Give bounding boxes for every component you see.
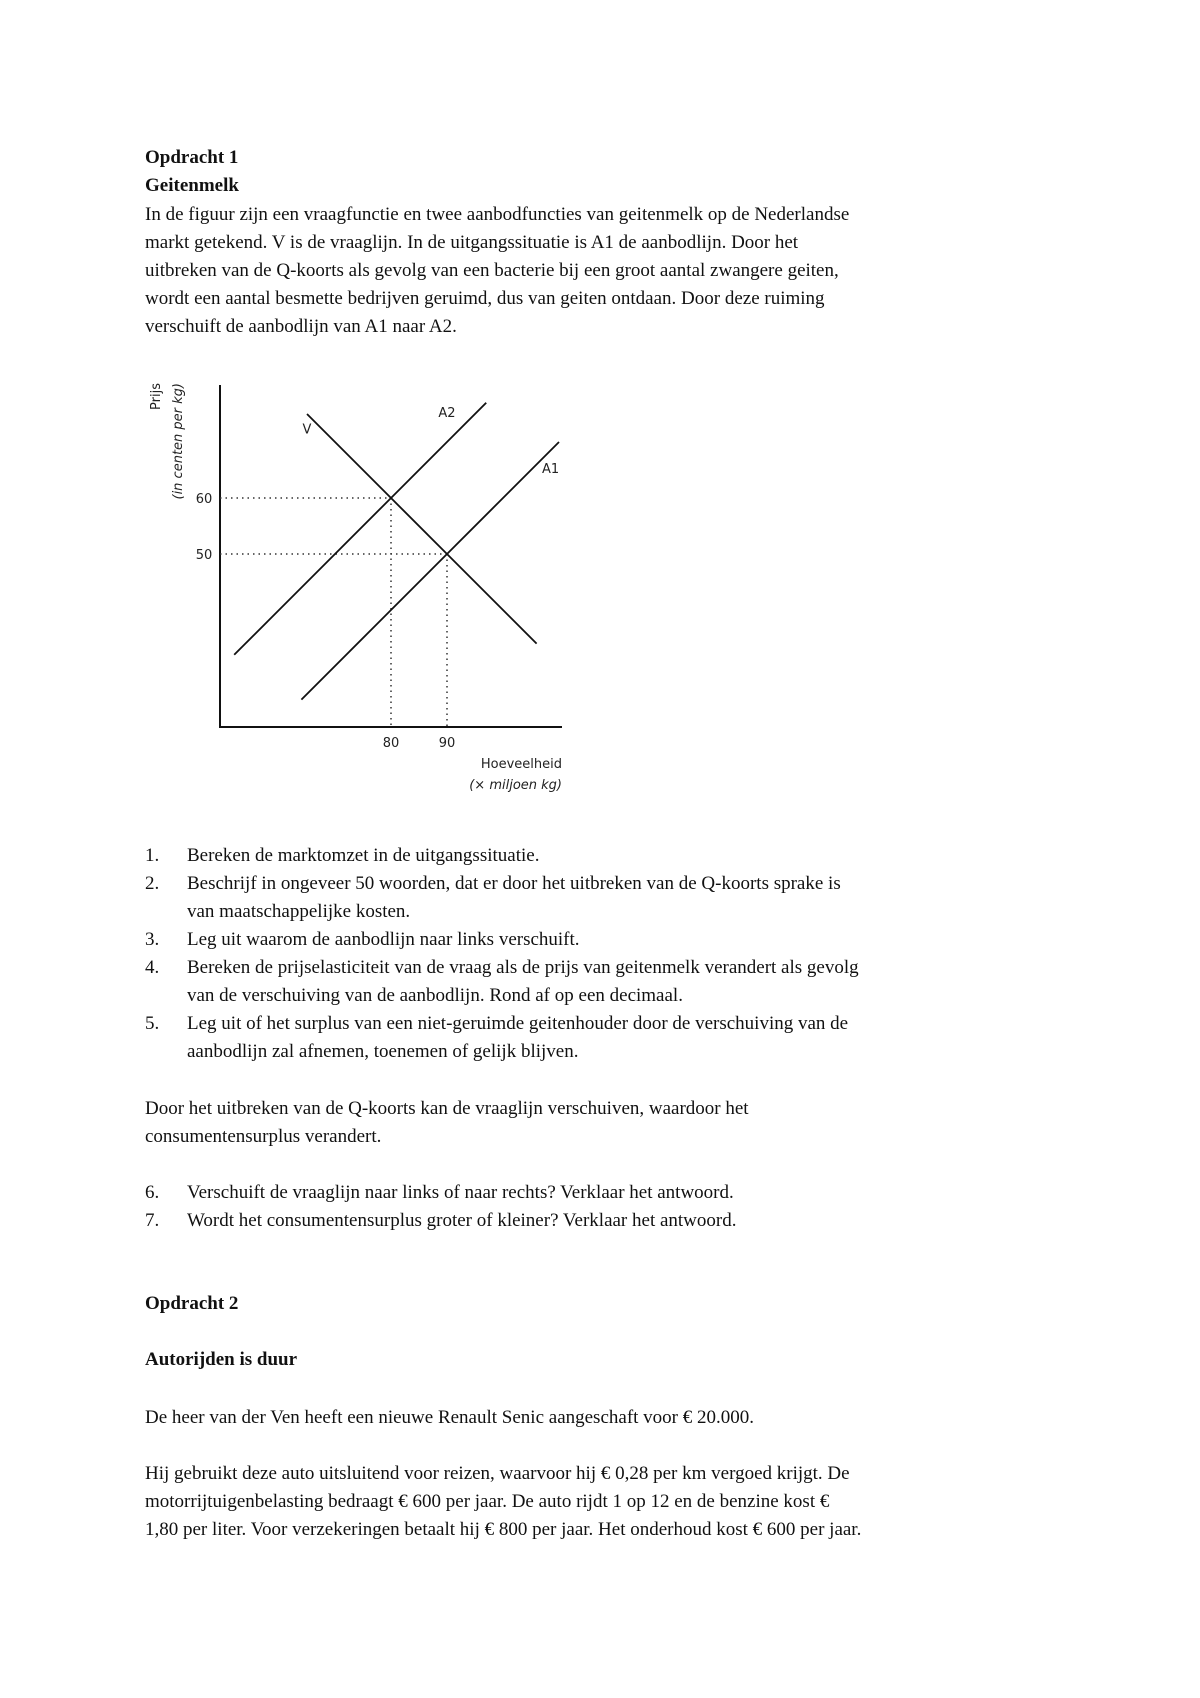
- list-number: 5.: [145, 1013, 160, 1034]
- x-axis-label-2: (× miljoen kg): [469, 778, 562, 793]
- series-label-v: V: [302, 422, 312, 438]
- heading-opdracht-1: Opdracht 1: [145, 147, 239, 168]
- line-a2: [234, 403, 486, 655]
- list-text: Beschrijf in ongeveer 50 woorden, dat er door het uitbreken van de Q-koorts sprake is: [187, 873, 841, 894]
- list-number: 7.: [145, 1210, 160, 1231]
- text-line: wordt een aantal besmette bedrijven geruimd, dus van geiten ontdaan. Door deze ruiming: [145, 288, 825, 309]
- y-axis-label-2: (in centen per kg): [171, 383, 186, 500]
- text-line: motorrijtuigenbelasting bedraagt € 600 per jaar. De auto rijdt 1 op 12 en de benzine kost €: [145, 1491, 830, 1512]
- text-line: markt getekend. V is de vraaglijn. In de uitgangssituatie is A1 de aanbodlijn. Door het: [145, 232, 799, 253]
- list-text: Bereken de prijselasticiteit van de vraag als de prijs van geitenmelk verandert als gevolg: [187, 957, 859, 978]
- list-text: Leg uit of het surplus van een niet-geruimde geitenhouder door de verschuiving van de: [187, 1013, 849, 1034]
- list-number: 3.: [145, 929, 160, 950]
- list-text: Leg uit waarom de aanbodlijn naar links verschuift.: [187, 929, 580, 950]
- text-line: verschuift de aanbodlijn van A1 naar A2.: [145, 316, 457, 337]
- text-line: In de figuur zijn een vraagfunctie en twee aanbodfuncties van geitenmelk op de Nederlandse: [145, 204, 850, 225]
- y-axis-label-1: Prijs: [149, 383, 164, 410]
- list-text: van maatschappelijke kosten.: [187, 901, 411, 922]
- x-tick-label: 80: [382, 736, 400, 751]
- list-number: 4.: [145, 957, 160, 978]
- x-axis-label-1: Hoeveelheid: [480, 757, 562, 772]
- text-line: uitbreken van de Q-koorts als gevolg van een bacterie bij een groot aantal zwangere geiten,: [145, 260, 839, 281]
- series-label-a2: A2: [438, 405, 456, 421]
- series-label-a1: A1: [542, 461, 560, 477]
- y-tick-label: 50: [195, 548, 213, 563]
- paragraph-aanschaf: De heer van der Ven heeft een nieuwe Renault Senic aangeschaft voor € 20.000.: [145, 1407, 755, 1428]
- text-line: Door het uitbreken van de Q-koorts kan de vraaglijn verschuiven, waardoor het: [145, 1098, 749, 1119]
- list-text: Bereken de marktomzet in de uitgangssituatie.: [187, 845, 540, 866]
- line-a1: [301, 442, 559, 700]
- line-v: [307, 414, 537, 644]
- list-text: van de verschuiving van de aanbodlijn. Rond af op een decimaal.: [187, 985, 683, 1006]
- list-number: 6.: [145, 1182, 160, 1203]
- list-text: Verschuift de vraaglijn naar links of naar rechts? Verklaar het antwoord.: [187, 1182, 734, 1203]
- y-tick-label: 60: [195, 492, 213, 507]
- heading-opdracht-2: Opdracht 2: [145, 1293, 239, 1314]
- subheading-geitenmelk: Geitenmelk: [145, 175, 239, 196]
- list-number: 1.: [145, 845, 160, 866]
- text-line: consumentensurplus verandert.: [145, 1126, 382, 1147]
- text-line: Hij gebruikt deze auto uitsluitend voor reizen, waarvoor hij € 0,28 per km vergoed krijgt. De: [145, 1463, 850, 1484]
- list-number: 2.: [145, 873, 160, 894]
- text-line: 1,80 per liter. Voor verzekeringen betaalt hij € 800 per jaar. Het onderhoud kost € 600 per jaar.: [145, 1519, 862, 1540]
- x-tick-label: 90: [438, 736, 456, 751]
- subheading-autorijden: Autorijden is duur: [145, 1349, 298, 1370]
- list-text: Wordt het consumentensurplus groter of kleiner? Verklaar het antwoord.: [187, 1210, 737, 1231]
- list-text: aanbodlijn zal afnemen, toenemen of gelijk blijven.: [187, 1041, 579, 1062]
